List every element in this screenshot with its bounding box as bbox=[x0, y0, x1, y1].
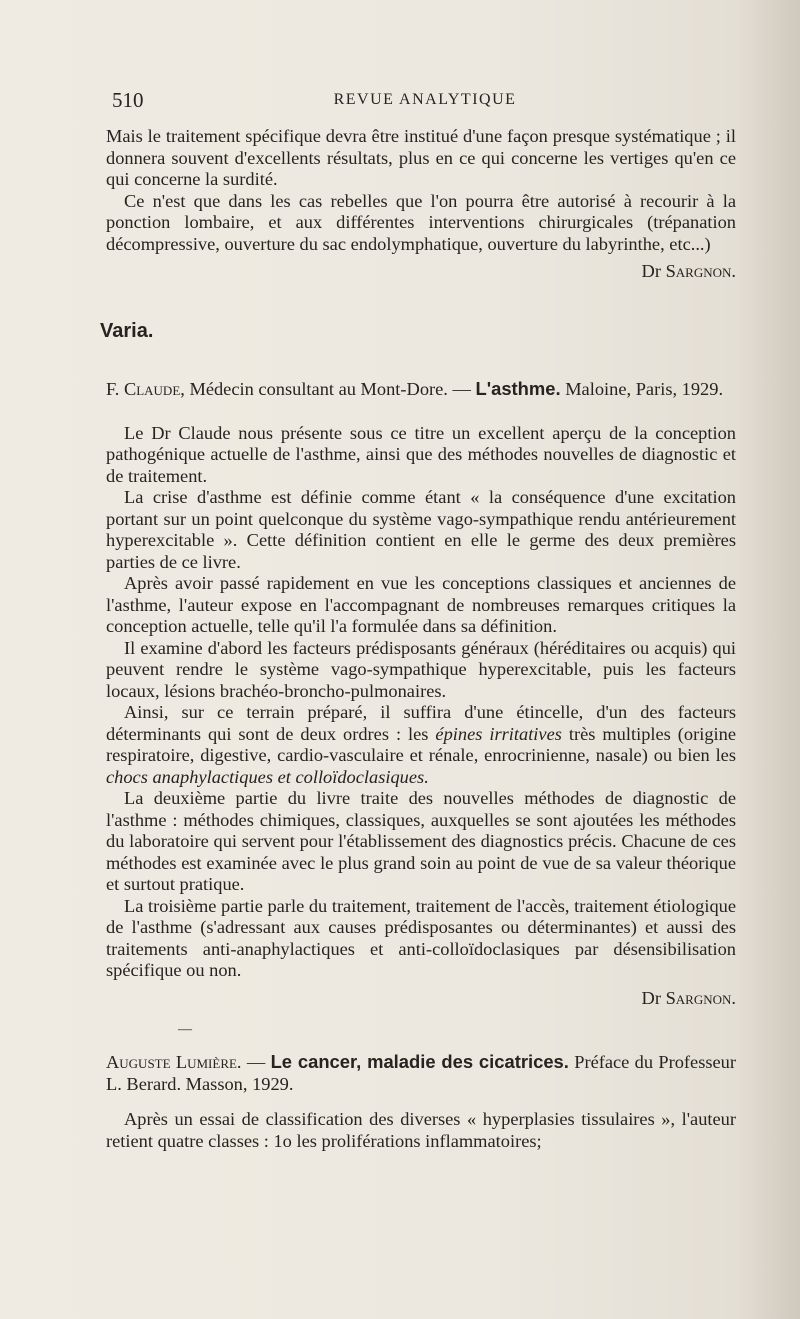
running-head: REVUE ANALYTIQUE bbox=[333, 91, 517, 108]
review-1-paragraph bbox=[106, 702, 736, 788]
review-1-p5-text: Ainsi, sur ce terrain préparé, il suffira d'une étincelle, d'un des facteurs déterminants qui sont de deux ordres : les bbox=[106, 702, 736, 744]
intro-paragraph-1: Mais le traitement spécifique devra être institué d'une façon presque systématique ; il donnera souvent d'excellents résultats, plus en ce qui concerne les vertiges qu'en ce qui concerne la surdité. bbox=[106, 126, 736, 189]
spacer bbox=[106, 1009, 736, 1023]
review-1-paragraph: Après avoir passé rapidement en vue les conceptions classiques et anciennes de l'asthme, l'auteur expose en l'accompagnant de nombreuses remarques critiques la conception actuelle, telle qu'il l'a formulée dans sa définition. bbox=[106, 573, 736, 636]
review-1-p5-emphasis-2: chocs anaphylactiques et colloïdoclasiques. bbox=[106, 766, 429, 787]
review-1-reference bbox=[106, 378, 736, 401]
review-1-paragraph: Il examine d'abord les facteurs prédisposants généraux (héréditaires ou acquis) qui peuvent rendre le système vago-sympathique hyperexcitable, puis les facteurs locaux, lésions brachéo-broncho-pulmonaires. bbox=[106, 637, 736, 701]
signature-2 bbox=[106, 988, 736, 1010]
review-1-paragraph: La deuxième partie du livre traite des nouvelles méthodes de diagnostic de l'asthme : méthodes chimiques, classiques, auxquelles se sont ajoutées les méthodes du laboratoire qui servent pour l'établissement des diagnostics précis. Chacune de ces méthodes est examinée avec le plus grand soin au point de vue de sa valeur théorique et surtout pratique. bbox=[106, 788, 736, 894]
section-title-varia: Varia. bbox=[100, 319, 154, 342]
review-1-paragraph: Le Dr Claude nous présente sous ce titre un excellent aperçu de la conception pathogénique actuelle de l'asthme, ainsi que des méthodes nouvelles de diagnostic et de traitement. bbox=[106, 422, 736, 486]
review-1-publisher: Maloine, Paris, 1929. bbox=[560, 379, 724, 399]
page-header bbox=[112, 88, 738, 118]
spacer bbox=[106, 1037, 736, 1051]
spacer bbox=[106, 401, 736, 423]
text-column bbox=[100, 126, 737, 1152]
review-2-publisher: Préface du Professeur L. Berard. Masson, 1929. bbox=[106, 1052, 736, 1094]
review-2-dash: — bbox=[241, 1052, 271, 1072]
signature-prefix: Dr bbox=[641, 261, 666, 281]
review-2-paragraph: Après un essai de classification des diverses « hyperplasies tissulaires », l'auteur retient quatre classes : 1o les proliférations inflammatoires; bbox=[106, 1109, 736, 1151]
spacer bbox=[106, 1095, 736, 1109]
review-1-author-desc: Médecin consultant au Mont-Dore. — bbox=[184, 379, 476, 399]
separator-dash: — bbox=[178, 1022, 192, 1037]
review-1-paragraph: La crise d'asthme est définie comme étant « la conséquence d'une excitation portant sur un point quelconque du système vago-sympathique rendu antérieurement hyperexcitable ». Cette définition contient en elle le germe des deux premières parties de ce livre. bbox=[106, 487, 736, 572]
page-number: 510 bbox=[112, 88, 144, 112]
review-2-reference bbox=[106, 1051, 736, 1095]
review-1-author: F. Claude, bbox=[106, 379, 185, 399]
review-1-p5-text-2: très multiples (origine respiratoire, digestive, cardio-vasculaire et rénale, enrocrinienne, nasale) ou bien les bbox=[106, 723, 737, 765]
signature-name: Sargnon. bbox=[665, 261, 736, 281]
signature-name: Sargnon. bbox=[665, 987, 736, 1008]
signature-prefix: Dr bbox=[641, 987, 666, 1008]
signature-1 bbox=[106, 261, 736, 283]
review-1-title: L'asthme. bbox=[475, 378, 561, 399]
review-2-title: Le cancer, maladie des cicatrices. bbox=[270, 1051, 569, 1072]
review-2-author: Auguste Lumière. bbox=[106, 1052, 242, 1072]
review-1-paragraph: La troisième partie parle du traitement, traitement de l'accès, traitement étiologique de l'asthme (s'adressant aux causes prédisposantes ou déterminantes) et aussi des traitements anti-anaphylactiques et anti-colloïdoclasiques par désensibilisation spécifique ou non. bbox=[106, 895, 736, 980]
review-1-p5-emphasis-1: épines irritatives bbox=[435, 723, 562, 744]
intro-paragraph-2: Ce n'est que dans les cas rebelles que l'on pourra être autorisé à recourir à la ponction lombaire, et aux différentes interventions chirurgicales (trépanation décompressive, ouverture du sac endolymphatique, ouverture du labyrinthe, etc...) bbox=[106, 190, 736, 254]
